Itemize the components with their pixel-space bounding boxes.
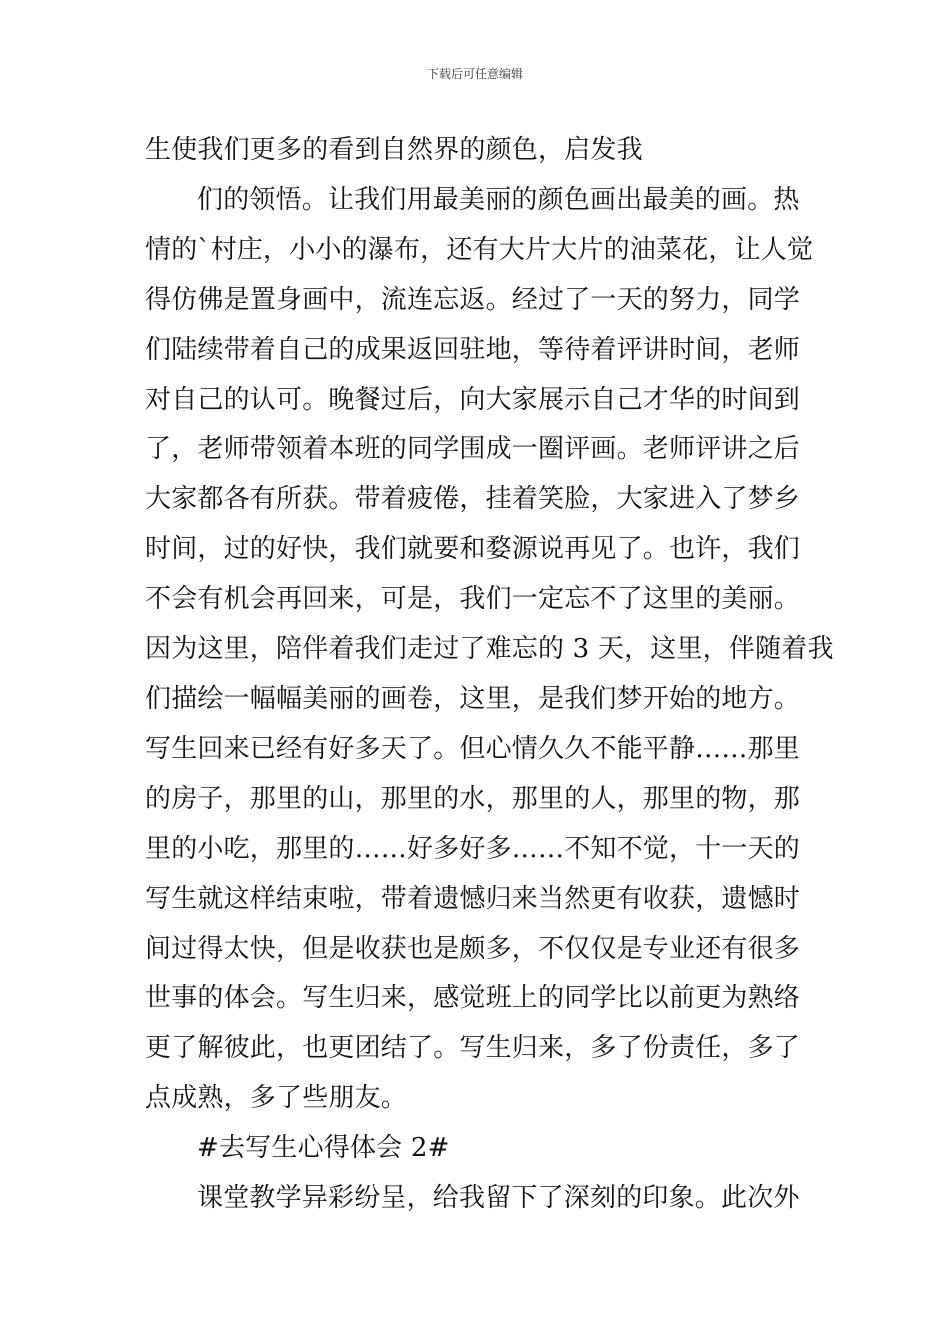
text-line: 情的`村庄，小小的瀑布，还有大片大片的油菜花，让人觉 bbox=[145, 234, 814, 265]
text-line: 们的领悟。让我们用最美丽的颜色画出最美的画。热 bbox=[197, 184, 800, 215]
text-line: 里的小吃，那里的……好多好多……不知不觉，十一天的 bbox=[145, 833, 801, 864]
page-header: 下载后可任意编辑 bbox=[426, 67, 523, 81]
text-line: 大家都各有所获。带着疲倦，挂着笑脸，大家进入了梦乡 bbox=[145, 484, 801, 515]
text-line: 了，老师带领着本班的同学围成一圈评画。老师评讲之后 bbox=[145, 434, 801, 465]
text-line: 的房子，那里的山，那里的水，那里的人，那里的物，那 bbox=[145, 783, 801, 814]
text-line: 世事的体会。写生归来，感觉班上的同学比以前更为熟络 bbox=[145, 983, 801, 1014]
text-line: 对自己的认可。晚餐过后，向大家展示自己才华的时间到 bbox=[145, 384, 801, 415]
text-line: 课堂教学异彩纷呈，给我留下了深刻的印象。此次外 bbox=[197, 1183, 800, 1214]
section-heading: #去写生心得体会 2# bbox=[197, 1133, 450, 1164]
text-line: 不会有机会再回来，可是，我们一定忘不了这里的美丽。 bbox=[145, 584, 801, 615]
text-line: 点成熟，多了些朋友。 bbox=[145, 1083, 408, 1114]
text-line: 得仿佛是置身画中，流连忘返。经过了一天的努力，同学 bbox=[145, 284, 801, 315]
text-line: 间过得太快，但是收获也是颇多，不仅仅是专业还有很多 bbox=[145, 933, 801, 964]
text-line: 因为这里，陪伴着我们走过了难忘的 3 天，这里，伴随着我 bbox=[145, 634, 834, 665]
text-line: 们陆续带着自己的成果返回驻地，等待着评讲时间，老师 bbox=[145, 334, 801, 365]
text-line: 写生就这样结束啦，带着遗憾归来当然更有收获，遗憾时 bbox=[145, 883, 801, 914]
text-line: 更了解彼此，也更团结了。写生归来，多了份责任，多了 bbox=[145, 1033, 801, 1064]
text-line: 生使我们更多的看到自然界的颜色，启发我 bbox=[145, 135, 643, 165]
text-line: 们描绘一幅幅美丽的画卷，这里，是我们梦开始的地方。 bbox=[145, 683, 801, 714]
document-body bbox=[145, 126, 834, 1224]
text-line: 时间，过的好快，我们就要和婺源说再见了。也许，我们 bbox=[145, 534, 801, 565]
text-line: 写生回来已经有好多天了。但心情久久不能平静……那里 bbox=[145, 733, 801, 764]
